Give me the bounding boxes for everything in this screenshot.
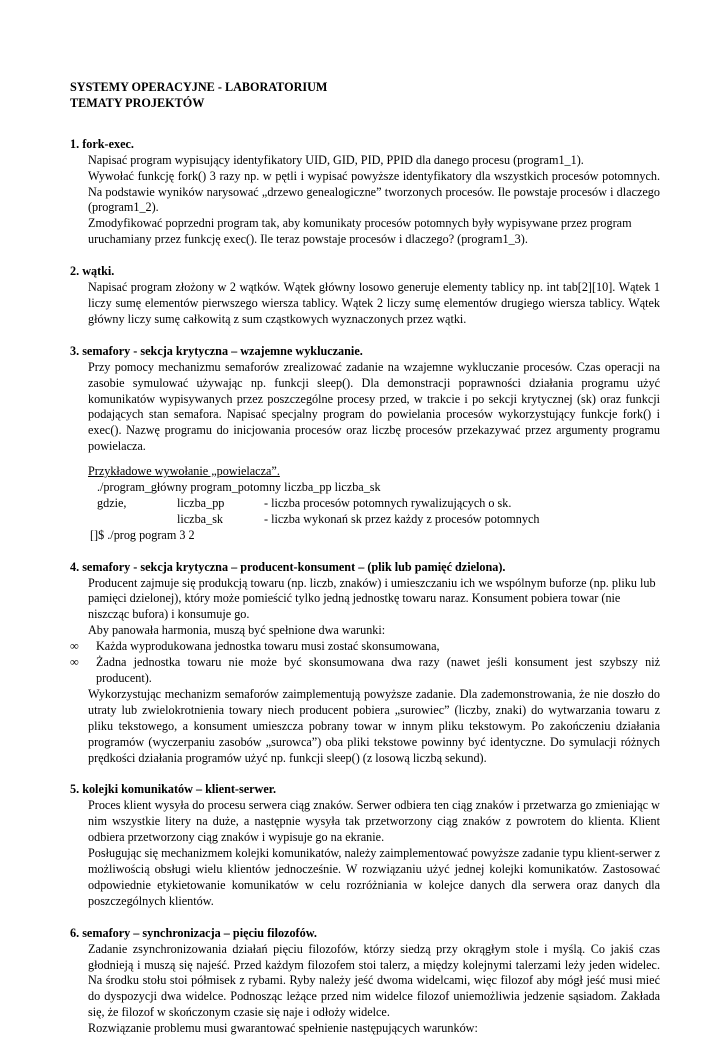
- list-item: [70, 639, 660, 655]
- paragraph: Napisać program złożony w 2 wątków. Wątek główny losowo generuje elementy tablicy np. int tab[2][10]. Wątek 1 liczy sumę elementów pierwszego wiersza tablicy. Wątek 2 liczy sumę elementów drugiego wiersza tablicy. Wątek główny liczy sumę całkowitą z sum cząstkowych wyznaczonych przez wątki.: [88, 280, 660, 326]
- section-mutual-exclusion: [70, 344, 660, 544]
- param-name: liczba_pp: [177, 495, 225, 510]
- paragraph: Proces klient wysyła do procesu serwera ciąg znaków. Serwer odbiera ten ciąg znaków i przetwarza go zmieniając w nim wszystkie litery na duże, a następnie wysyła tak przetworzony ciąg znaków z powrotem do klienta. Klient odbiera przetworzony ciąg znaków i wypisuje go na ekranie.: [88, 798, 660, 845]
- paragraph: Aby panowała harmonia, muszą być spełnione dwa warunki:: [88, 623, 386, 638]
- list-item-text: Każda wyprodukowana jednostka towaru musi zostać skonsumowana,: [96, 639, 440, 654]
- section-threads: [70, 264, 660, 328]
- section-body: [70, 687, 660, 767]
- param-intro: gdzie,: [97, 495, 127, 510]
- paragraph: Przy pomocy mechanizmu semaforów zrealizować zadanie na wzajemne wykluczanie procesów. Czas operacji na zasobie symulować używając np. funkcji sleep(). Dla demonstracji poprawności działania programu użyć komunikatów wypisywanych przez poszczególne procesy przed, w trakcie i po sekcji krytycznej (sk) oraz funkcji podających stan semafora. Napisać specjalny program do powielania procesów wykorzystujący funkcje fork() i exec(). Nazwę programu do inicjowania procesów oraz liczbę procesów przekazywać przez argumenty programu powielacza.: [88, 359, 660, 454]
- param-name: liczba_sk: [177, 511, 224, 526]
- conditions-list: [70, 639, 660, 687]
- section-body: [70, 942, 660, 1037]
- example-invocation: [70, 464, 660, 544]
- section-producer-consumer: [70, 560, 660, 767]
- paragraph: Posługując się mechanizmem kolejki komunikatów, należy zaimplementować powyższe zadanie typu klient-serwer z możliwością obsługi wielu klientów jednocześnie. W rozwiązaniu użyć jednej kolejki komunikatów. Zastosować odpowiednie etykietowanie komunikatów w celu rozróżniania w kolejce danych dla serwera oraz danych dla poszczególnych klientów.: [88, 846, 660, 908]
- section-body: [70, 153, 660, 248]
- list-item-text: Żadna jednostka towaru nie może być skonsumowana dwa razy (nawet jeśli konsument jest szybszy niż producent).: [96, 655, 660, 685]
- param-description: - liczba wykonań sk przez każdy z procesów potomnych: [264, 511, 540, 526]
- paragraph: Rozwiązanie problemu musi gwarantować spełnienie następujących warunków:: [88, 1021, 478, 1036]
- param-description: - liczba procesów potomnych rywalizujących o sk.: [264, 495, 512, 510]
- section-body: [70, 280, 660, 328]
- bullet-icon: ∞: [70, 655, 79, 670]
- bullet-icon: ∞: [70, 639, 79, 654]
- section-dining-philosophers: [70, 926, 660, 1037]
- section-message-queues: [70, 782, 660, 909]
- section-fork-exec: [70, 137, 660, 248]
- section-heading: 5. kolejki komunikatów – klient-serwer.: [70, 782, 277, 797]
- section-heading: 3. semafory - sekcja krytyczna – wzajemne wykluczanie.: [70, 343, 363, 358]
- command-line: ./program_główny program_potomny liczba_pp liczba_sk: [97, 480, 381, 495]
- section-body: [70, 360, 660, 455]
- section-heading: 4. semafory - sekcja krytyczna – producent-konsument – (plik lub pamięć dzielona).: [70, 559, 506, 574]
- paragraph: Zadanie zsynchronizowania działań pięciu filozofów, którzy siedzą przy okrągłym stole i myślą. Co jakiś czas głodnieją i muszą się najeść. Przed każdym filozofem stoi talerz, a między kolejnymi talerzami leży jeden widelec. Na środku stołu stoi półmisek z rybami. Ryby należy jeść dwoma widelcami, więc filozof aby mógł jeść musi mieć do dyspozycji dwa widelce. Podnosząc leżące przed nim widelce filozof uniemożliwia jedzenie sąsiadom. Zakłada się, że filozof w skończonym czasie się naje i odłoży widelce.: [88, 941, 660, 1020]
- paragraph: Wykorzystując mechanizm semaforów zaimplementują powyższe zadanie. Dla zademonstrowania, że nie doszło do utraty lub zwielokrotnienia towary niech producent pobiera „surowiec” (liczby, znaki) do wytwarzania towaru z pliku tekstowego, a konsument umieszcza pobrany towar w innym pliku tekstowym. Po zakończeniu działania programów (wyczerpaniu zasobów „surowca”) oba pliki tekstowe powinny być identyczne. Do symulacji różnych prędkości działania programów użyć np. funkcji sleep() (z losową liczbą sekund).: [88, 686, 660, 765]
- document-title: SYSTEMY OPERACYJNE - LABORATORIUM: [70, 80, 328, 94]
- paragraph: Zmodyfikować poprzedni program tak, aby komunikaty procesów potomnych były wypisywane przez program uruchamiany przez funkcję exec(). Ile teraz powstaje procesów i dlaczego? (program1_3).: [88, 216, 632, 247]
- shell-prompt-line: []$ ./prog pogram 3 2: [90, 527, 195, 542]
- document-subtitle: TEMATY PROJEKTÓW: [70, 95, 205, 110]
- section-heading: 2. wątki.: [70, 264, 115, 279]
- param-intro: [97, 512, 177, 528]
- section-body: [70, 798, 660, 909]
- paragraph: Napisać program wypisujący identyfikatory UID, GID, PID, PPID dla danego procesu (program1_1).: [88, 152, 584, 167]
- example-label: Przykładowe wywołanie „powielacza”.: [88, 464, 280, 479]
- section-heading: 1. fork-exec.: [70, 136, 134, 151]
- param-row: [88, 512, 660, 528]
- param-row: [88, 496, 660, 512]
- paragraph: Wywołać funkcję fork() 3 razy np. w pętli i wypisać powyższe identyfikatory dla wszystkich procesów potomnych. Na podstawie wyników narysować „drzewo genealogiczne” tworzonych procesów. Ile powstaje procesów i dlaczego (program1_2).: [88, 168, 660, 215]
- section-body: [70, 576, 660, 640]
- paragraph: Producent zajmuje się produkcją towaru (np. liczb, znaków) i umieszczaniu ich we wspólnym buforze (np. pliku lub pamięci dzielonej), który może pomieścić tylko jedną jednostkę towaru naraz. Konsument pobiera towar (nie niszcząc bufora) i konsumuje go.: [88, 575, 656, 622]
- section-heading: 6. semafory – synchronizacja – pięciu filozofów.: [70, 925, 317, 940]
- list-item: [70, 655, 660, 687]
